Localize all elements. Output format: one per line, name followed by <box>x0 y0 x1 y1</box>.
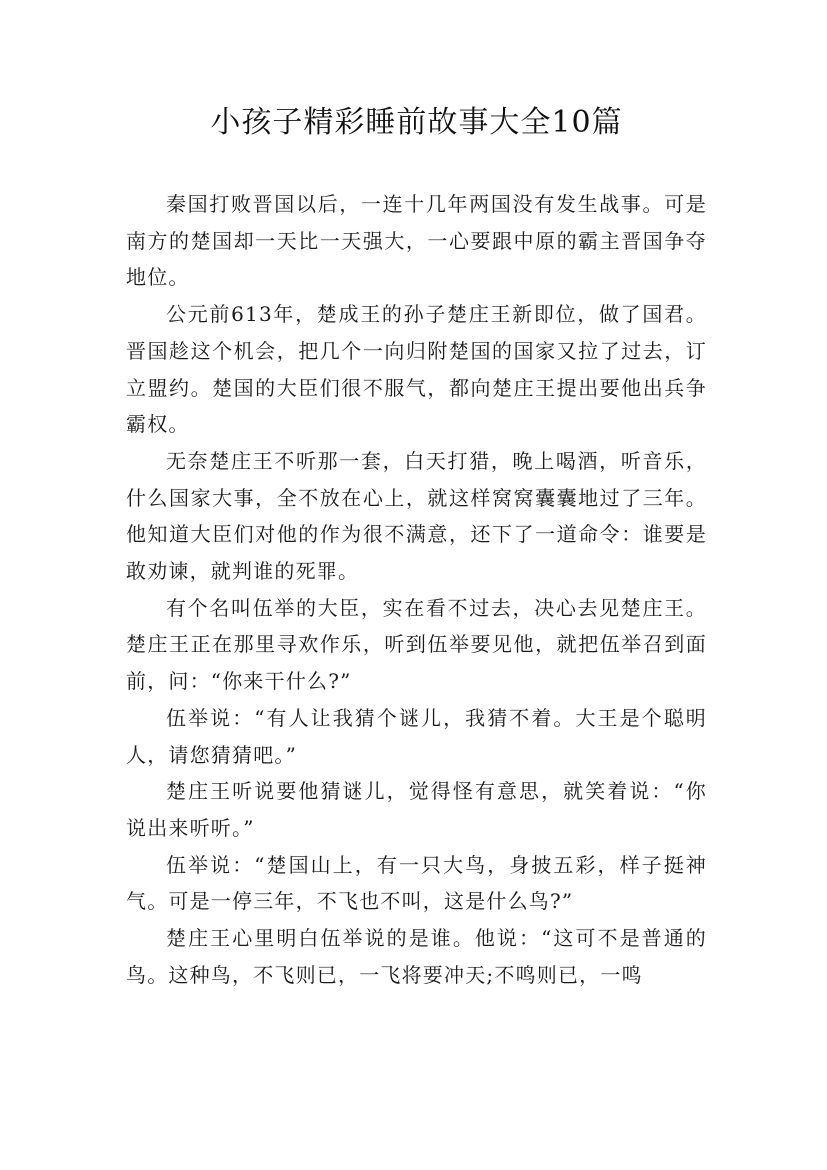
paragraph: 楚庄王听说要他猜谜儿，觉得怪有意思，就笑着说：“你说出来听听。” <box>126 779 707 840</box>
document-body <box>126 186 707 993</box>
paragraph: 无奈楚庄王不听那一套，白天打猎，晚上喝酒，听音乐，什么国家大事，全不放在心上，就这样窝窝囊囊地过了三年。他知道大臣们对他的作为很不满意，还下了一道命令：谁要是敢劝谏，就判谁的死罪。 <box>126 448 707 584</box>
paragraph: 秦国打败晋国以后，一连十几年两国没有发生战事。可是南方的楚国却一天比一天强大，一心要跟中原的霸主晋国争夺地位。 <box>126 192 707 290</box>
paragraph: 楚庄王心里明白伍举说的是谁。他说：“这可不是普通的鸟。这种鸟，不飞则已，一飞将要冲天;不鸣则已，一鸣 <box>126 926 707 987</box>
paragraph: 有个名叫伍举的大臣，实在看不过去，决心去见楚庄王。楚庄王正在那里寻欢作乐，听到伍举要见他，就把伍举召到面前，问：“你来干什么?” <box>126 595 707 694</box>
paragraph: 伍举说：“楚国山上，有一只大鸟，身披五彩，样子挺神气。可是一停三年，不飞也不叫，这是什么鸟?” <box>126 852 707 914</box>
document-title: 小孩子精彩睡前故事大全10篇 <box>210 105 623 140</box>
paragraph: 伍举说：“有人让我猜个谜儿，我猜不着。大王是个聪明人，请您猜猜吧。” <box>126 705 707 767</box>
paragraph: 公元前613年，楚成王的孙子楚庄王新即位，做了国君。晋国趁这个机会，把几个一向归附楚国的国家又拉了过去，订立盟约。楚国的大臣们很不服气，都向楚庄王提出要他出兵争霸权。 <box>126 302 707 437</box>
